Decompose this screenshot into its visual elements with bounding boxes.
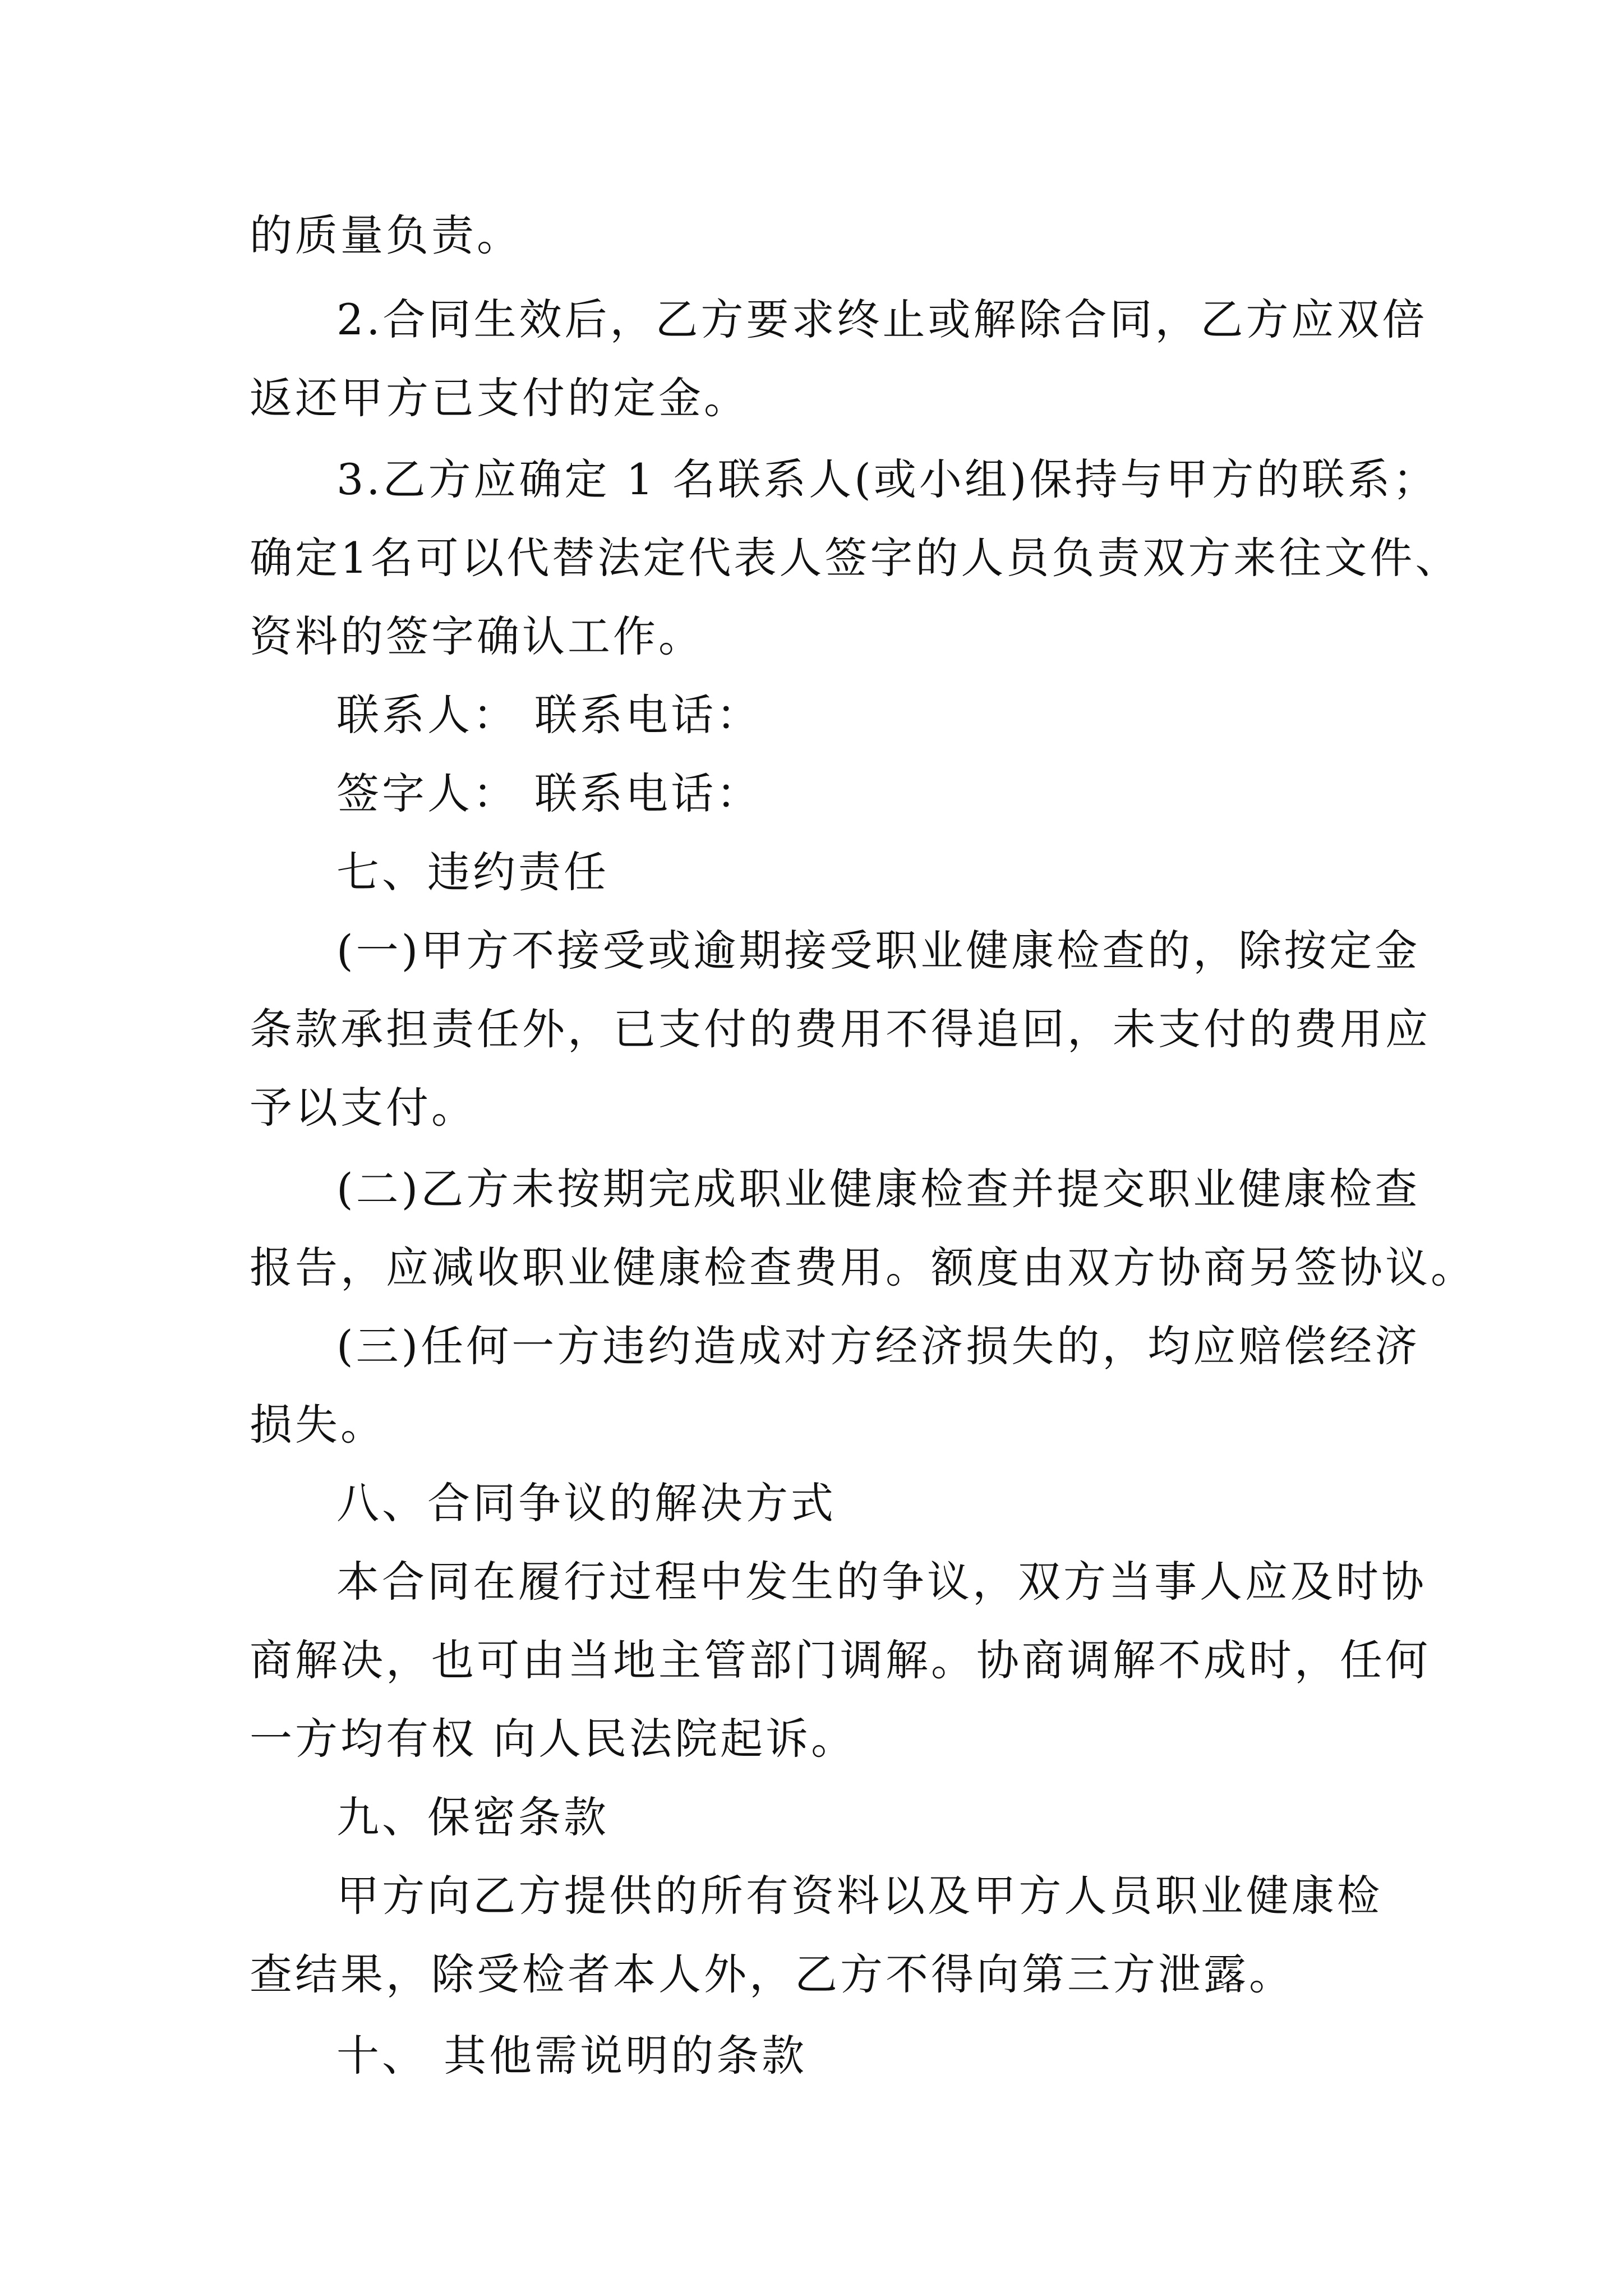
section-heading: 七、违约责任	[336, 847, 609, 897]
text-line: 商解决，也可由当地主管部门调解。协商调解不成时，任何	[250, 1635, 1431, 1685]
text-line: 一方均有权 向人民法院起诉。	[250, 1714, 857, 1764]
text-line: 条款承担责任外，已支付的费用不得追回，未支付的费用应	[250, 1004, 1431, 1054]
text-line: 本合同在履行过程中发生的争议，双方当事人应及时协	[336, 1557, 1427, 1607]
text-line: 的质量负责。	[250, 210, 522, 260]
text-line: (一)甲方不接受或逾期接受职业健康检查的，除按定金	[336, 926, 1421, 976]
text-line: 甲方向乙方提供的所有资料以及甲方人员职业健康检	[336, 1871, 1382, 1921]
section-heading: 八、合同争议的解决方式	[336, 1478, 836, 1528]
text-line: 2.合同生效后，乙方要求终止或解除合同，乙方应双倍	[336, 295, 1428, 344]
text-line: (三)任何一方违约造成对方经济损失的，均应赔偿经济	[336, 1321, 1421, 1371]
text-line: 确定1名可以代替法定代表人签字的人员负责双方来往文件、	[250, 533, 1461, 583]
text-line: 报告，应减收职业健康检查费用。额度由双方协商另签协议。	[250, 1243, 1476, 1292]
text-line: 签字人： 联系电话：	[336, 769, 762, 818]
text-line: (二)乙方未按期完成职业健康检查并提交职业健康检查	[336, 1164, 1421, 1214]
text-line: 资料的签字确认工作。	[250, 611, 704, 661]
text-line: 损失。	[250, 1400, 386, 1450]
section-heading: 十、 其他需说明的条款	[336, 2031, 808, 2081]
text-line: 3.乙方应确定 1 名联系人(或小组)保持与甲方的联系；	[336, 454, 1438, 504]
text-line: 予以支付。	[250, 1083, 477, 1133]
section-heading: 九、保密条款	[336, 1792, 609, 1842]
text-line: 联系人： 联系电话：	[336, 690, 762, 740]
text-line: 返还甲方已支付的定金。	[250, 373, 749, 423]
text-line: 查结果，除受检者本人外，乙方不得向第三方泄露。	[250, 1949, 1294, 1999]
